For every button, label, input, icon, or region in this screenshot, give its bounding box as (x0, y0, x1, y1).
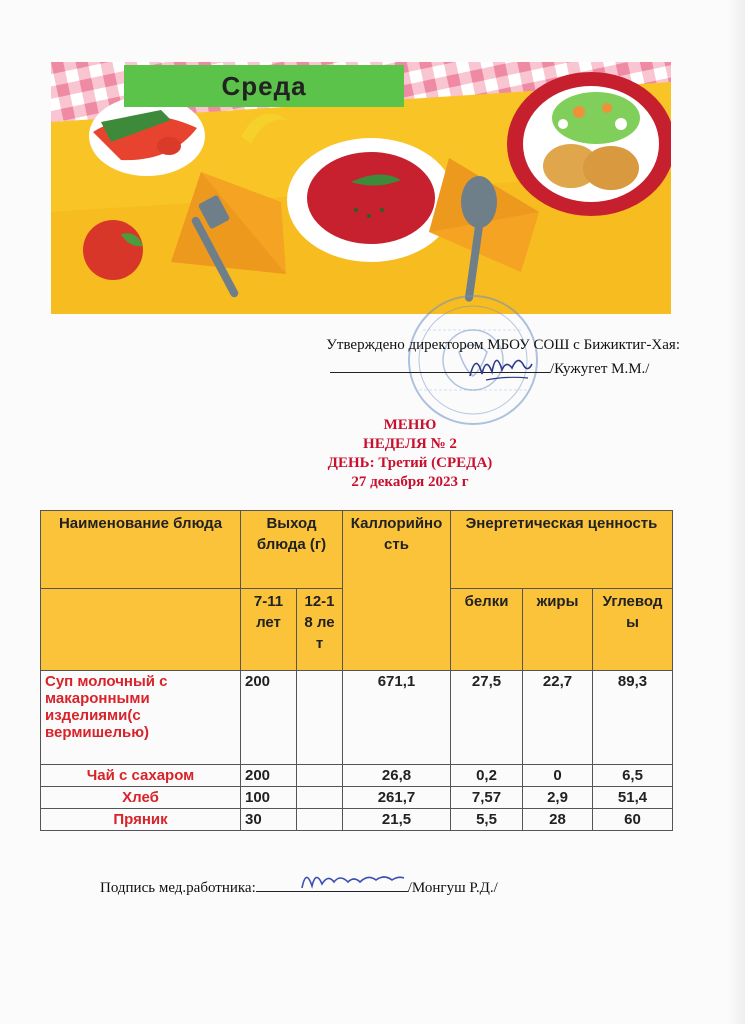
nurse-signature-label: Подпись мед.работника: (100, 880, 256, 896)
header-carbs: Углеводы (593, 589, 673, 671)
fats-value: 0 (523, 765, 593, 787)
header-dish-name: Наименование блюда (41, 511, 241, 589)
proteins-value: 0,2 (451, 765, 523, 787)
nurse-name: /Монгуш Р.Д./ (407, 880, 498, 896)
date-label: 27 декабря 2023 г (351, 474, 469, 490)
header-fats: жиры (523, 589, 593, 671)
day-label: ДЕНЬ: Третий (СРЕДА) (327, 455, 493, 471)
proteins-value: 5,5 (451, 809, 523, 831)
carbs-value: 6,5 (593, 765, 673, 787)
calories-value: 671,1 (343, 671, 451, 765)
output-12-18 (297, 787, 343, 809)
proteins-value: 7,57 (451, 787, 523, 809)
header-energy-value: Энергетическая ценность (451, 511, 673, 589)
table-row (41, 787, 673, 809)
header-dish-spacer (41, 589, 241, 671)
carbs-value: 60 (593, 809, 673, 831)
output-12-18 (297, 765, 343, 787)
calories-value: 21,5 (343, 809, 451, 831)
fats-value: 2,9 (523, 787, 593, 809)
fats-value: 22,7 (523, 671, 593, 765)
carbs-value: 89,3 (593, 671, 673, 765)
director-signature (466, 346, 534, 386)
table-row (41, 671, 673, 765)
proteins-value: 27,5 (451, 671, 523, 765)
table-row (41, 765, 673, 787)
menu-heading (200, 416, 620, 492)
header-age-7-11: 7-11 лет (241, 589, 297, 671)
nurse-signature (298, 864, 408, 896)
header-proteins: белки (451, 589, 523, 671)
header-calories: Каллорийность (343, 511, 451, 671)
menu-title: МЕНЮ (383, 417, 437, 433)
week-label: НЕДЕЛЯ № 2 (363, 436, 457, 452)
fats-value: 28 (523, 809, 593, 831)
header-age-12-18: 12-18 лет (297, 589, 343, 671)
carbs-value: 51,4 (593, 787, 673, 809)
output-12-18 (297, 671, 343, 765)
table-row (41, 809, 673, 831)
header-output: Выход блюда (г) (241, 511, 343, 589)
menu-table (40, 510, 673, 831)
director-name: /Кужугет М.М./ (550, 361, 650, 377)
output-7-11: 100 (241, 787, 297, 809)
dish-name: Хлеб (41, 787, 241, 809)
approval-text: Утверждено директором МБОУ СОШ с Бижиктиг-Хая: (326, 337, 680, 353)
dish-name: Чай с сахаром (41, 765, 241, 787)
output-7-11: 200 (241, 765, 297, 787)
page-edge-shadow (727, 0, 745, 1024)
day-title-banner: Среда (124, 65, 404, 107)
output-12-18 (297, 809, 343, 831)
output-7-11: 30 (241, 809, 297, 831)
dish-name: Суп молочный с макаронными изделиями(с вермишелью) (41, 671, 241, 765)
calories-value: 261,7 (343, 787, 451, 809)
output-7-11: 200 (241, 671, 297, 765)
dish-name: Пряник (41, 809, 241, 831)
calories-value: 26,8 (343, 765, 451, 787)
banner-illustration (51, 62, 671, 314)
